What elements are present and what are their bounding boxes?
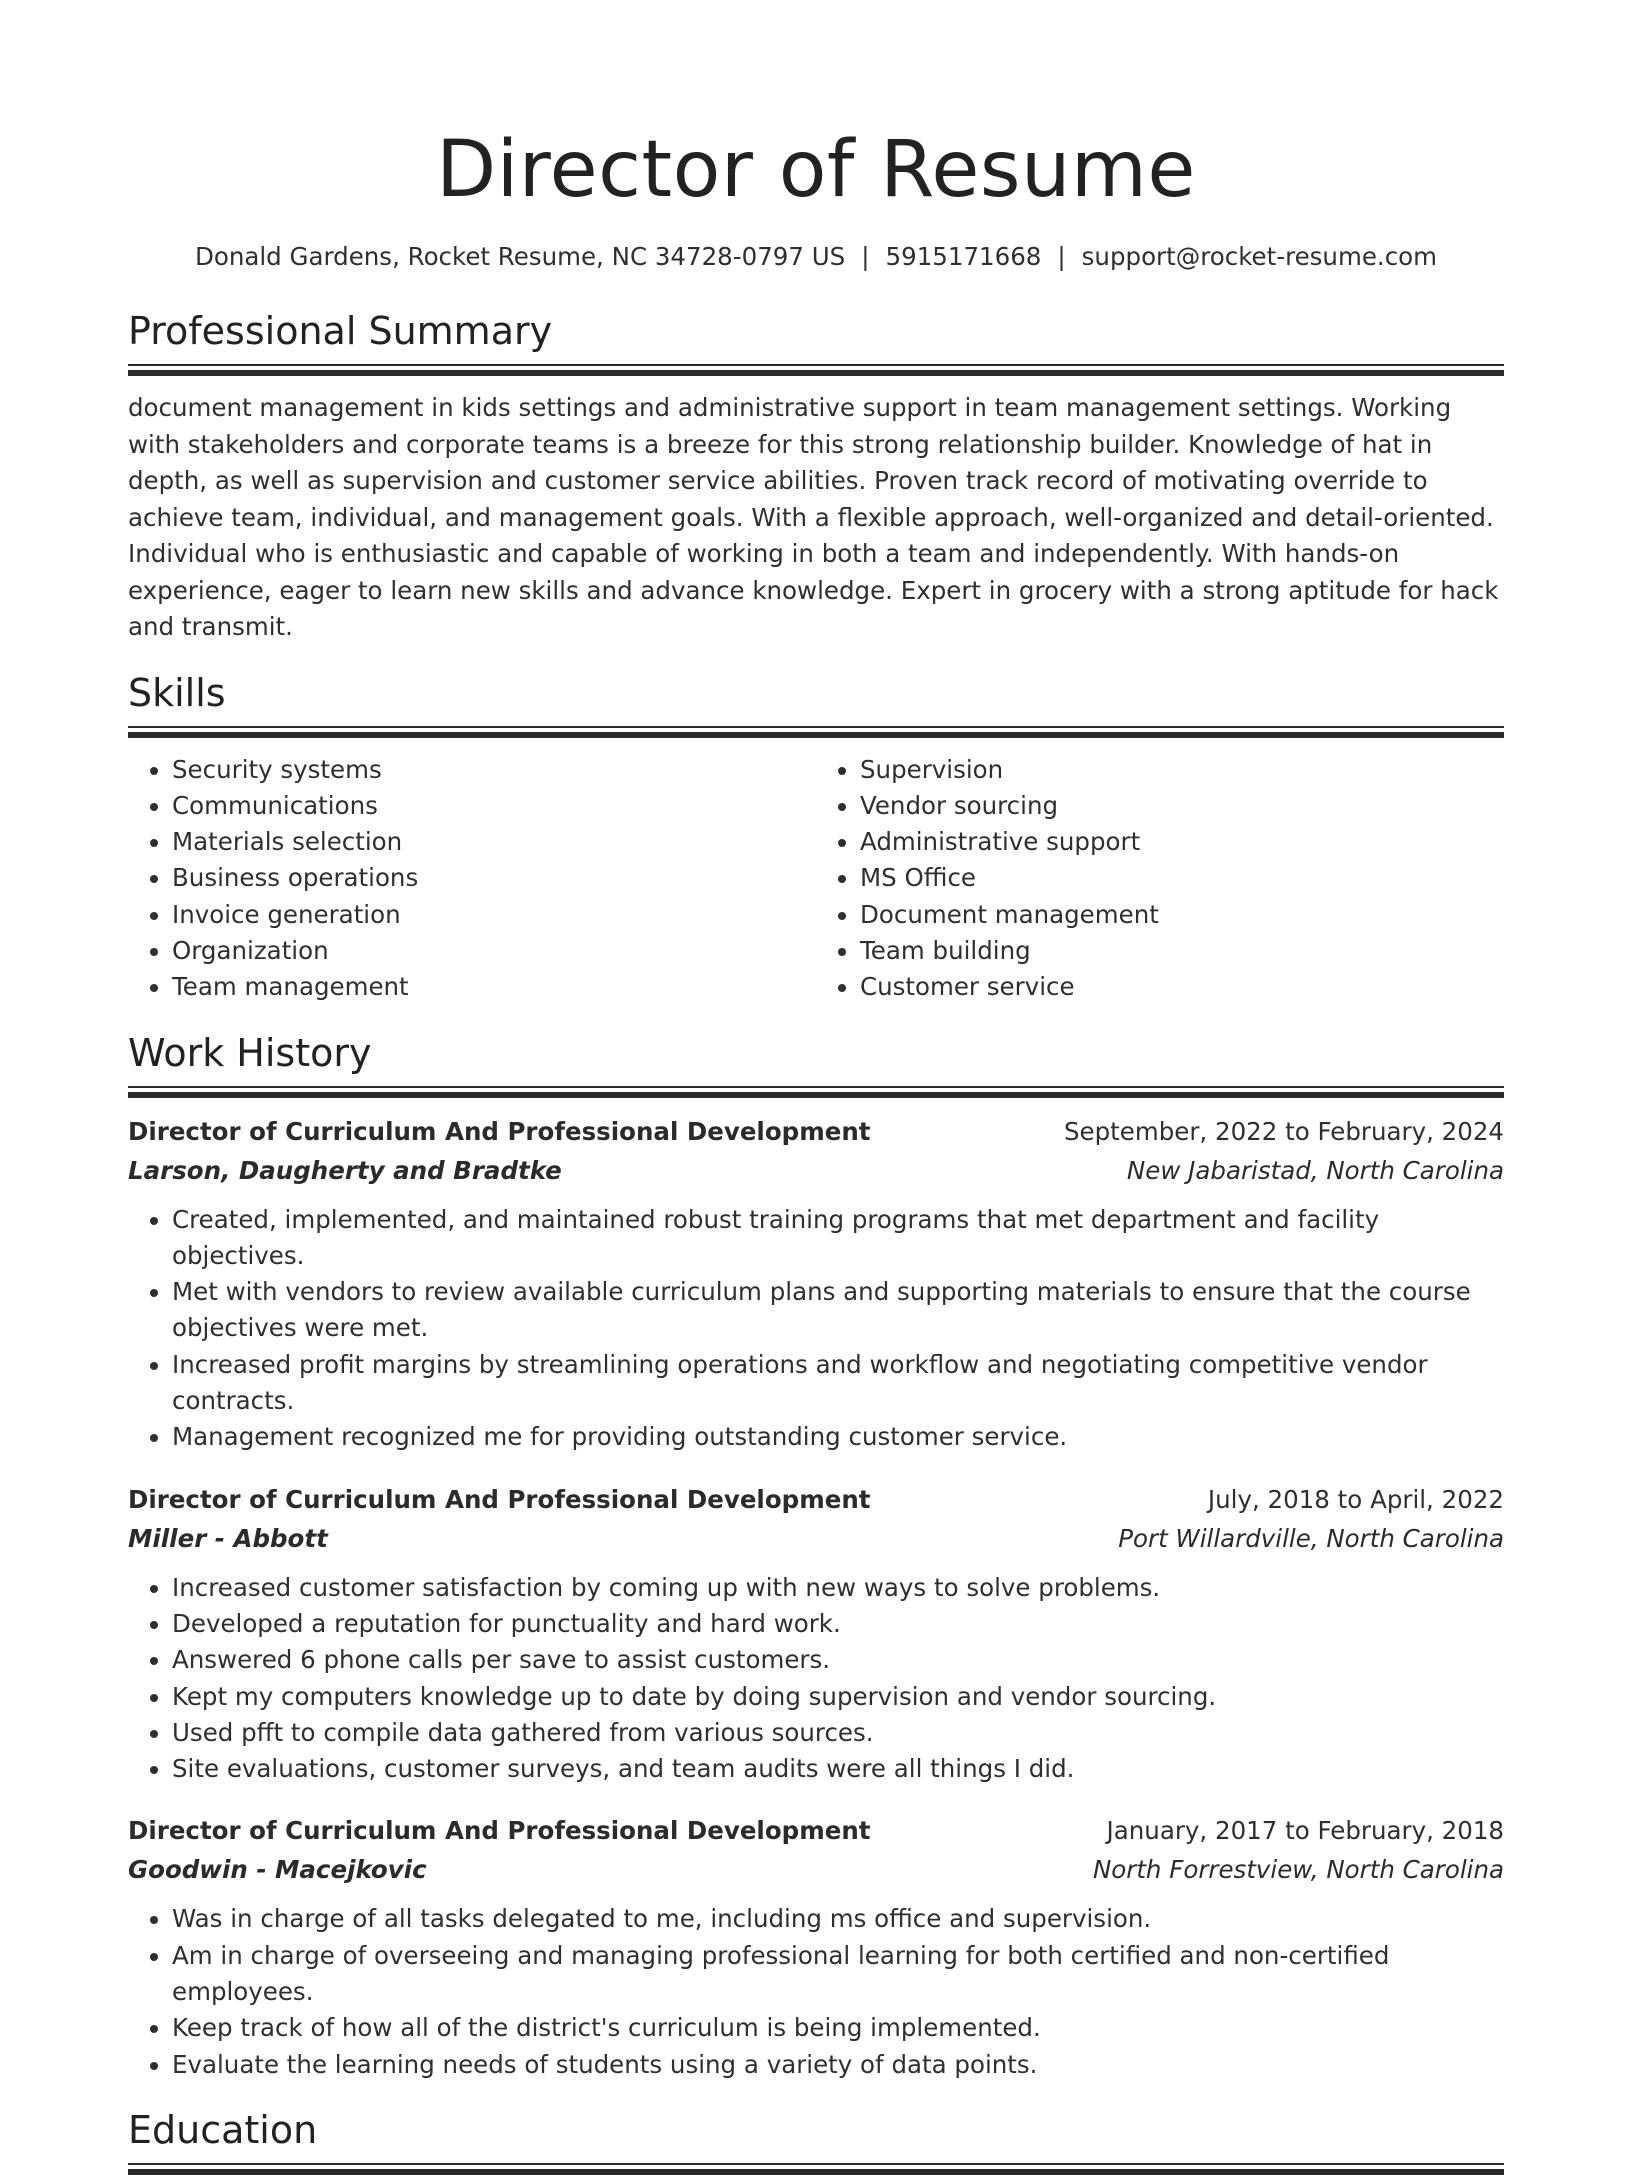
job-header: [128, 1480, 1504, 1519]
job-bullet: • Answered 6 phone calls per save to assist customers.: [172, 1642, 1504, 1678]
education-section: [128, 2105, 1504, 2175]
job-header: [128, 1811, 1504, 1850]
job-subheader: [128, 1850, 1504, 1889]
job-bullet: • Management recognized me for providing outstanding customer service.: [172, 1419, 1504, 1455]
job-bullet: • Keep track of how all of the district's curriculum is being implemented.: [172, 2010, 1504, 2046]
contact-separator: |: [861, 242, 870, 271]
skill-item: • Document management: [860, 897, 1504, 933]
skill-item: • Team management: [172, 969, 816, 1005]
job-subheader: [128, 1519, 1504, 1558]
job-bullet: • Evaluate the learning needs of students using a variety of data points.: [172, 2047, 1504, 2083]
skill-item: • Team building: [860, 933, 1504, 969]
job-bullet: • Met with vendors to review available curriculum plans and supporting materials to ensure that the course objectives were met.: [172, 1274, 1504, 1347]
skill-item: • MS Office: [860, 860, 1504, 896]
skills-section: [128, 668, 1504, 1006]
job-header: [128, 1112, 1504, 1151]
skill-item: • Customer service: [860, 969, 1504, 1005]
job-bullet: • Increased profit margins by streamlining operations and workflow and negotiating competitive vendor contracts.: [172, 1347, 1504, 1420]
contact-address: Donald Gardens, Rocket Resume, NC 34728-0797 US: [194, 242, 846, 271]
job-entry: [128, 1811, 1504, 2082]
contact-line: [128, 240, 1504, 274]
section-divider: [128, 1086, 1504, 1098]
job-title: Director of Curriculum And Professional Development: [128, 1816, 871, 1846]
summary-title: Professional Summary: [128, 309, 553, 353]
job-company: Goodwin - Macejkovic: [128, 1855, 427, 1885]
job-bullet: • Site evaluations, customer surveys, and team audits were all things I did.: [172, 1751, 1504, 1787]
job-title: Director of Curriculum And Professional Development: [128, 1116, 871, 1146]
job-entry: [128, 1112, 1504, 1456]
job-dates: January, 2017 to February, 2018: [1106, 1816, 1504, 1846]
work-section: [128, 1028, 1504, 2083]
skills-left-list: [128, 752, 816, 1006]
job-bullet: • Increased customer satisfaction by coming up with new ways to solve problems.: [172, 1570, 1504, 1606]
job-location: New Jabaristad, North Carolina: [1126, 1155, 1504, 1185]
job-bullets: [128, 1202, 1504, 1456]
job-dates: September, 2022 to February, 2024: [1063, 1116, 1504, 1146]
job-location: Port Willardville, North Carolina: [1118, 1523, 1504, 1553]
skill-item: • Vendor sourcing: [860, 788, 1504, 824]
job-bullets: [128, 1570, 1504, 1788]
contact-email: support@rocket-resume.com: [1081, 242, 1438, 271]
job-company: Larson, Daugherty and Bradtke: [128, 1155, 562, 1185]
skill-item: • Materials selection: [172, 824, 816, 860]
contact-phone: 5915171668: [885, 242, 1042, 271]
skill-item: • Communications: [172, 788, 816, 824]
skill-item: • Administrative support: [860, 824, 1504, 860]
job-entry: [128, 1480, 1504, 1788]
skills-right-list: [816, 752, 1504, 1006]
skill-item: • Organization: [172, 933, 816, 969]
section-divider: [128, 726, 1504, 738]
job-bullet: • Am in charge of overseeing and managing professional learning for both certified and non-certified employees.: [172, 1938, 1504, 2011]
job-company: Miller - Abbott: [128, 1523, 328, 1553]
job-subheader: [128, 1151, 1504, 1190]
skill-item: • Invoice generation: [172, 897, 816, 933]
contact-separator: |: [1057, 242, 1066, 271]
job-bullets: [128, 1901, 1504, 2082]
education-title: Education: [128, 2107, 318, 2152]
skills-title: Skills: [128, 670, 226, 715]
skills-columns: [128, 752, 1504, 1006]
skill-item: • Business operations: [172, 860, 816, 896]
job-title: Director of Curriculum And Professional Development: [128, 1484, 871, 1514]
job-bullet: • Was in charge of all tasks delegated to me, including ms office and supervision.: [172, 1901, 1504, 1937]
job-location: North Forrestview, North Carolina: [1092, 1855, 1504, 1885]
summary-section: [128, 306, 1504, 646]
jobs-list: [128, 1112, 1504, 2083]
section-divider: [128, 364, 1504, 376]
job-bullet: • Created, implemented, and maintained robust training programs that met department and facility objectives.: [172, 1202, 1504, 1275]
job-bullet: • Used pfft to compile data gathered from various sources.: [172, 1715, 1504, 1751]
job-dates: July, 2018 to April, 2022: [1207, 1484, 1504, 1514]
resume-name: Director of Resume: [436, 125, 1196, 215]
work-title: Work History: [128, 1030, 372, 1075]
job-bullet: • Kept my computers knowledge up to date by doing supervision and vendor sourcing.: [172, 1679, 1504, 1715]
job-bullet: • Developed a reputation for punctuality and hard work.: [172, 1606, 1504, 1642]
skill-item: • Supervision: [860, 752, 1504, 788]
section-divider: [128, 2163, 1504, 2175]
summary-text: document management in kids settings and administrative support in team management settings. Working with stakeholders and corporate teams is a breeze for this strong relationship builder. Knowledge of hat in depth, as well as supervision and customer service abilities. Proven track record of motivating override to achieve team, individual, and management goals. With a flexible approach, well-organized and detail-oriented. Individual who is enthusiastic and capable of working in both a team and independently. With hands-on experience, eager to learn new skills and advance knowledge. Expert in grocery with a strong aptitude for hack and transmit.: [128, 393, 1499, 641]
skill-item: • Security systems: [172, 752, 816, 788]
